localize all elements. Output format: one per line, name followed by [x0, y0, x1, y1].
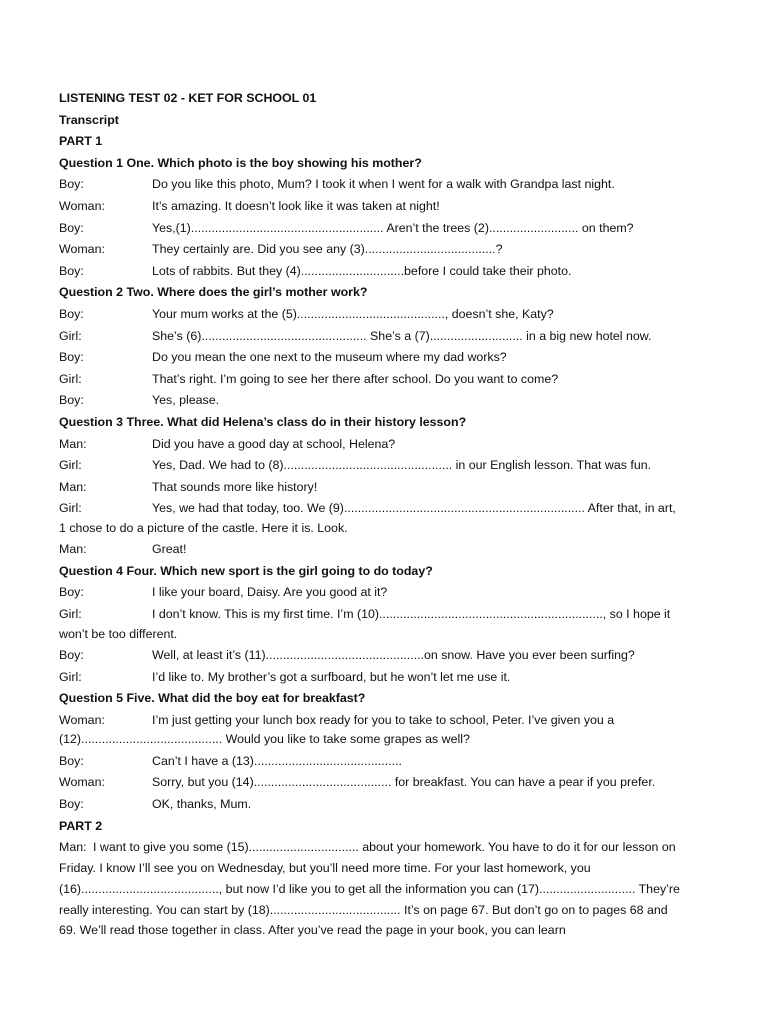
question-heading: Question 2 Two. Where does the girl’s mother work? — [59, 285, 368, 300]
dialogue-line — [59, 347, 681, 369]
speaker-label: Woman: — [59, 242, 105, 257]
speaker-label: Man: — [59, 479, 87, 494]
dialogue-text: That sounds more like history! — [152, 479, 318, 494]
dialogue-line — [59, 326, 681, 348]
question-heading: Question 3 Three. What did Helena’s class do in their history lesson? — [59, 414, 467, 429]
questions-list — [59, 153, 681, 816]
dialogue-line — [59, 582, 681, 604]
dialogue-line — [59, 498, 681, 539]
part1-heading: PART 1 — [59, 134, 103, 149]
speaker-label: Girl: — [59, 458, 82, 473]
dialogue-line — [59, 772, 681, 794]
dialogue-text: I like your board, Daisy. Are you good at it? — [152, 585, 388, 600]
speaker-label: Boy: — [59, 393, 84, 408]
speaker-label: Girl: — [59, 501, 82, 516]
speaker-label: Woman: — [59, 712, 105, 727]
question-heading: Question 4 Four. Which new sport is the girl going to do today? — [59, 563, 433, 578]
speaker-label: Boy: — [59, 350, 84, 365]
dialogue-text: That’s right. I’m going to see her there after school. Do you want to come? — [152, 371, 559, 386]
dialogue-text: Yes,(1)........................................................ Aren’t the trees (2).......................... on them? — [152, 220, 634, 235]
part2-speaker: Man: — [59, 840, 87, 855]
speaker-label: Boy: — [59, 306, 84, 321]
dialogue-line — [59, 667, 681, 689]
dialogue-text: Yes, we had that today, too. We (9)...................................................................... After that, in art, 1 chose to do a picture of the castle. Here it is. Look. — [59, 501, 676, 535]
dialogue-line — [59, 304, 681, 326]
dialogue-line — [59, 261, 681, 283]
speaker-label: Boy: — [59, 797, 84, 812]
dialogue-text: I’d like to. My brother’s got a surfboard, but he won’t let me use it. — [152, 669, 511, 684]
part2-heading: PART 2 — [59, 818, 103, 833]
dialogue-text: Yes, Dad. We had to (8)................................................. in our English lesson. That was fun. — [152, 458, 652, 473]
dialogue-text: She’s (6)................................................ She’s a (7)........................... in a big new hotel now. — [152, 328, 652, 343]
dialogue-line — [59, 604, 681, 645]
speaker-label: Boy: — [59, 753, 84, 768]
dialogue-text: OK, thanks, Mum. — [152, 797, 252, 812]
dialogue-line — [59, 794, 681, 816]
dialogue-line — [59, 645, 681, 667]
question-heading: Question 5 Five. What did the boy eat for breakfast? — [59, 691, 366, 706]
dialogue-line — [59, 710, 681, 751]
dialogue-text: Lots of rabbits. But they (4)..............................before I could take their photo. — [152, 263, 572, 278]
dialogue-text: Your mum works at the (5)..........................................., doesn’t she, Katy? — [152, 306, 554, 321]
speaker-label: Man: — [59, 436, 87, 451]
dialogue-line — [59, 434, 681, 456]
dialogue-text: Did you have a good day at school, Helena? — [152, 436, 396, 451]
dialogue-text: They certainly are. Did you see any (3)......................................? — [152, 242, 503, 257]
part2-paragraph — [59, 837, 681, 941]
speaker-label: Boy: — [59, 585, 84, 600]
speaker-label: Boy: — [59, 648, 84, 663]
speaker-label: Boy: — [59, 177, 84, 192]
dialogue-text: It’s amazing. It doesn’t look like it was taken at night! — [152, 198, 440, 213]
dialogue-line — [59, 174, 681, 196]
dialogue-text: Well, at least it’s (11)..............................................on snow. Have you ever been surfing? — [152, 648, 635, 663]
speaker-label: Girl: — [59, 328, 82, 343]
transcript-label: Transcript — [59, 112, 119, 127]
question-heading: Question 1 One. Which photo is the boy showing his mother? — [59, 155, 422, 170]
part2-text: I want to give you some (15)................................ about your homework. You have to do it for our lesson on Friday. I know I’ll see you on Wednesday, but you’ll need more time. For your last homework, you (16)........................................, but now I’d like you to get all the information you can (17)............................ They’re really interesting. You can start by (18)...................................... It’s on page 67. But don’t go on to pages 68 and 69. We’ll read those together in class. After you’ve read the page in your book, you can learn — [59, 840, 680, 938]
document-title: LISTENING TEST 02 - KET FOR SCHOOL 01 — [59, 91, 317, 105]
speaker-label: Boy: — [59, 263, 84, 278]
dialogue-line — [59, 218, 681, 240]
dialogue-line — [59, 239, 681, 261]
dialogue-text: Do you mean the one next to the museum where my dad works? — [152, 350, 507, 365]
speaker-label: Woman: — [59, 775, 105, 790]
dialogue-text: Great! — [152, 542, 187, 557]
dialogue-line — [59, 369, 681, 391]
dialogue-text: I’m just getting your lunch box ready for you to take to school, Peter. I’ve given you a (12)......................................... Would you like to take some grapes as well? — [59, 712, 615, 747]
dialogue-line — [59, 455, 681, 477]
dialogue-line — [59, 751, 681, 773]
speaker-label: Man: — [59, 542, 87, 557]
dialogue-line — [59, 390, 681, 412]
speaker-label: Girl: — [59, 607, 82, 622]
speaker-label: Girl: — [59, 371, 82, 386]
speaker-label: Boy: — [59, 220, 84, 235]
speaker-label: Girl: — [59, 669, 82, 684]
speaker-label: Woman: — [59, 198, 105, 213]
dialogue-text: Can’t I have a (13)........................................... — [152, 753, 402, 768]
dialogue-text: Do you like this photo, Mum? I took it when I went for a walk with Grandpa last night. — [152, 177, 615, 192]
dialogue-text: I don’t know. This is my first time. I’m (10)................................................................., so I hope it won’t be too different. — [59, 607, 671, 641]
dialogue-text: Sorry, but you (14)........................................ for breakfast. You can have a pear if you prefer. — [152, 775, 656, 790]
transcript-content — [59, 88, 681, 941]
dialogue-line — [59, 196, 681, 218]
dialogue-text: Yes, please. — [152, 393, 220, 408]
dialogue-line — [59, 539, 681, 561]
dialogue-line — [59, 477, 681, 499]
